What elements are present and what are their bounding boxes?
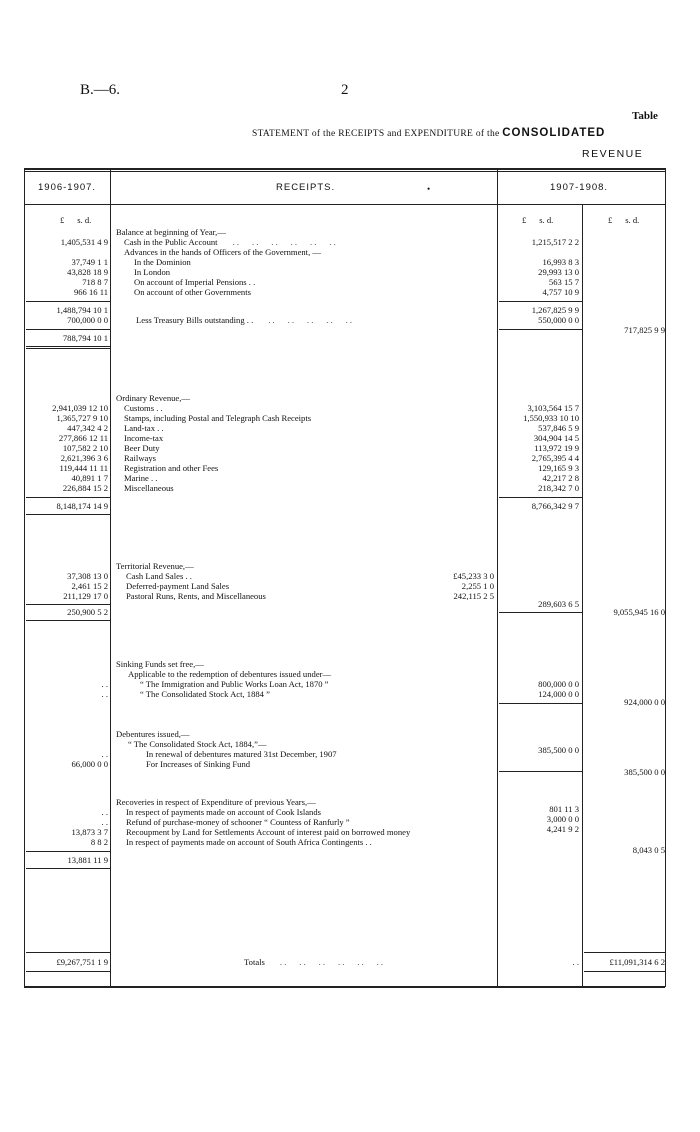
debentures-item-cur: 385,500 0 0 — [538, 745, 579, 755]
ordinary-item-label: Income-tax — [124, 433, 164, 443]
frame-divider-1 — [110, 168, 111, 987]
frame-right — [665, 168, 666, 987]
ordinary-item-cur: 3,103,564 15 7 — [527, 403, 579, 413]
ordinary-item-prev: 226,884 15 2 — [62, 483, 108, 493]
totals-double-rule-left — [26, 971, 110, 972]
recoveries-rule-left — [26, 851, 110, 852]
territorial-item-prev: 2,461 15 2 — [71, 581, 108, 591]
territorial-heading: Territorial Revenue,— — [116, 561, 194, 571]
header-1907-1908: 1907-1908. — [550, 182, 609, 193]
ordinary-item-prev: 40,891 1 7 — [71, 473, 108, 483]
territorial-total-prev: 250,900 5 2 — [67, 607, 108, 617]
ordinary-item-prev: 447,342 4 2 — [67, 423, 108, 433]
totals-label: Totals . . . . . . . . . . . . — [244, 957, 384, 967]
ordinary-item-label: Registration and other Fees — [124, 463, 219, 473]
sinking-item-prev: . . — [101, 689, 108, 699]
subtotal-rule-left — [26, 301, 110, 302]
ordinary-item-cur: 42,217 2 8 — [542, 473, 579, 483]
recoveries-item-prev: . . — [101, 807, 108, 817]
header-dot: • — [427, 184, 431, 194]
ordinary-item-cur: 218,342 7 0 — [538, 483, 579, 493]
ordinary-item-prev: 2,621,396 3 6 — [60, 453, 108, 463]
ordinary-item-cur: 537,846 5 9 — [538, 423, 579, 433]
ordinary-item-prev: 277,866 12 11 — [58, 433, 108, 443]
ordinary-item-label: Land-tax . . — [124, 423, 164, 433]
recoveries-item-cur: 4,241 9 2 — [546, 824, 579, 834]
balance-subtotal-prev: 1,488,794 10 1 — [56, 305, 108, 315]
balance-net-cur: 717,825 9 9 — [624, 325, 665, 335]
currency-right: £ s. d. — [608, 215, 640, 225]
ordinary-item-label: Beer Duty — [124, 443, 160, 453]
balance-heading: Balance at beginning of Year,— — [116, 227, 226, 237]
recoveries-item-prev: 13,873 3 7 — [71, 827, 108, 837]
statement-title — [252, 127, 605, 139]
frame-top-rule — [24, 168, 665, 170]
advances-heading: Advances in the hands of Officers of the Government, — — [124, 247, 321, 257]
totals-prev: £9,267,751 1 9 — [56, 957, 108, 967]
header-receipts: RECEIPTS. — [276, 182, 336, 193]
ordinary-item-cur: 113,972 19 9 — [534, 443, 579, 453]
debentures-heading: Debentures issued,— — [116, 729, 190, 739]
advance-label: In London — [134, 267, 171, 277]
advance-cur: 16,993 8 3 — [542, 257, 579, 267]
title-prefix: STATEMENT of the RECEIPTS and EXPENDITURE of the — [252, 129, 500, 139]
ordinary-rule-middle — [499, 497, 582, 498]
territorial-item-inner: £45,233 3 0 — [453, 571, 494, 581]
recoveries-total: 8,043 0 5 — [632, 845, 665, 855]
currency-left: £ s. d. — [60, 215, 92, 225]
debentures-item-prev: 66,000 0 0 — [71, 759, 108, 769]
header-1906-1907: 1906-1907. — [38, 182, 97, 193]
ordinary-total-rule — [26, 514, 110, 515]
frame-top-rule-2 — [24, 171, 665, 172]
recoveries-item-cur: 801 11 3 — [549, 804, 579, 814]
recoveries-item-prev: . . — [101, 817, 108, 827]
advance-cur: 563 15 7 — [548, 277, 579, 287]
debentures-sub: “ The Consolidated Stock Act, 1884,”— — [128, 739, 267, 749]
ordinary-item-label: Customs . . — [124, 403, 163, 413]
sinking-item-label: “ The Immigration and Public Works Loan Act, 1870 ” — [140, 679, 329, 689]
recoveries-total-rule — [26, 868, 110, 869]
table-label: Table — [632, 110, 658, 122]
sinking-item-label: “ The Consolidated Stock Act, 1884 ” — [140, 689, 270, 699]
sinking-item-cur: 800,000 0 0 — [538, 679, 579, 689]
recoveries-item-prev: 8 8 2 — [90, 837, 108, 847]
frame-left — [24, 168, 25, 987]
territorial-item-label: Deferred-payment Land Sales — [126, 581, 230, 591]
recoveries-item-label: Recoupment by Land for Settlements Account of interest paid on borrowed money — [126, 827, 411, 837]
title-bold: CONSOLIDATED — [502, 127, 606, 139]
subtotal-rule-middle — [499, 301, 582, 302]
sinking-sub: Applicable to the redemption of debentures issued under— — [128, 669, 332, 679]
territorial-item-label: Cash Land Sales . . — [126, 571, 192, 581]
territorial-item-prev: 211,129 17 0 — [63, 591, 108, 601]
advance-label: In the Dominion — [134, 257, 191, 267]
page-number: 2 — [341, 82, 349, 98]
ordinary-item-label: Miscellaneous — [124, 483, 174, 493]
totals-rule-left — [26, 952, 110, 953]
ordinary-item-cur: 304,904 14 5 — [533, 433, 579, 443]
page-reference: B.—6. — [80, 82, 121, 98]
title-revenue: REVENUE — [582, 148, 644, 160]
currency-middle: £ s. d. — [522, 215, 554, 225]
ordinary-item-cur: 1,550,933 10 10 — [523, 413, 579, 423]
ordinary-item-label: Railways — [124, 453, 156, 463]
territorial-total-rule — [26, 620, 110, 621]
advance-cur: 29,993 13 0 — [538, 267, 579, 277]
sinking-total: 924,000 0 0 — [624, 697, 665, 707]
territorial-total-cur: 289,603 6 5 — [538, 599, 579, 609]
balance-cash-cur: 1,215,517 2 2 — [531, 237, 579, 247]
debentures-rule-middle — [499, 771, 582, 772]
totals-double-rule-right — [584, 971, 665, 972]
totals-cur: £11,091,314 6 2 — [609, 957, 665, 967]
ordinary-item-cur: 129,165 9 3 — [538, 463, 579, 473]
ordinary-item-prev: 119,444 11 11 — [59, 463, 108, 473]
debentures-item-label: In renewal of debentures matured 31st December, 1907 — [146, 749, 337, 759]
net-rule-middle — [499, 329, 582, 330]
recoveries-heading: Recoveries in respect of Expenditure of previous Years,— — [116, 797, 316, 807]
territorial-item-inner: 2,255 1 0 — [461, 581, 494, 591]
less-treasury-label: Less Treasury Bills outstanding . . . . . . . . . . . . — [136, 315, 353, 325]
advance-label: On account of Imperial Pensions . . — [134, 277, 256, 287]
ordinary-item-label: Marine . . — [124, 473, 158, 483]
ordinary-total-cur: 8,766,342 9 7 — [531, 501, 579, 511]
advance-cur: 4,757 10 9 — [542, 287, 579, 297]
less-treasury-cur: 550,000 0 0 — [538, 315, 579, 325]
less-treasury-prev: 700,000 0 0 — [67, 315, 108, 325]
territorial-item-inner: 242,115 2 5 — [453, 591, 494, 601]
ordinary-item-prev: 2,941,039 12 10 — [52, 403, 108, 413]
frame-divider-3 — [582, 205, 583, 987]
debentures-item-label: For Increases of Sinking Fund — [146, 759, 251, 769]
header-bottom-rule — [24, 204, 665, 205]
net-double-rule — [26, 346, 110, 347]
sinking-item-cur: 124,000 0 0 — [538, 689, 579, 699]
advance-prev: 966 16 11 — [73, 287, 108, 297]
sinking-rule-middle — [499, 703, 582, 704]
totals-rule-right — [584, 952, 665, 953]
net-double-rule-2 — [26, 348, 110, 349]
debentures-item-prev: . . — [101, 749, 108, 759]
ordinary-total-prev: 8,148,174 14 9 — [56, 501, 108, 511]
recoveries-item-label: Refund of purchase-money of schooner “ Countess of Ranfurly ” — [126, 817, 350, 827]
ordinary-item-prev: 107,582 2 10 — [62, 443, 108, 453]
revenue-grand-total: 9,055,945 16 0 — [613, 607, 665, 617]
territorial-item-prev: 37,308 13 0 — [67, 571, 108, 581]
balance-net-prev: 788,794 10 1 — [62, 333, 108, 343]
sinking-heading: Sinking Funds set free,— — [116, 659, 204, 669]
recoveries-item-label: In respect of payments made on account of Cook Islands — [126, 807, 321, 817]
frame-bottom-rule — [24, 986, 665, 988]
recoveries-total-prev: 13,881 11 9 — [67, 855, 108, 865]
balance-subtotal-cur: 1,267,825 9 9 — [531, 305, 579, 315]
advance-prev: 37,749 1 1 — [71, 257, 108, 267]
balance-cash-prev: 1,405,531 4 9 — [60, 237, 108, 247]
advance-prev: 718 8 7 — [82, 277, 108, 287]
ordinary-heading: Ordinary Revenue,— — [116, 393, 190, 403]
recoveries-item-cur: 3,000 0 0 — [546, 814, 579, 824]
ordinary-item-prev: 1,365,727 9 10 — [56, 413, 108, 423]
recoveries-item-label: In respect of payments made on account of South Africa Contingents . . — [126, 837, 372, 847]
totals-middle: . . — [572, 957, 579, 967]
territorial-rule-middle — [499, 612, 582, 613]
sinking-item-prev: . . — [101, 679, 108, 689]
advance-label: On account of other Governments — [134, 287, 251, 297]
advance-prev: 43,828 18 9 — [67, 267, 108, 277]
ordinary-item-cur: 2,765,395 4 4 — [531, 453, 579, 463]
ordinary-item-label: Stamps, including Postal and Telegraph Cash Receipts — [124, 413, 312, 423]
ordinary-rule-left — [26, 497, 110, 498]
net-rule-left — [26, 329, 110, 330]
territorial-item-label: Pastoral Runs, Rents, and Miscellaneous — [126, 591, 266, 601]
debentures-total: 385,500 0 0 — [624, 767, 665, 777]
territorial-rule-left — [26, 604, 110, 605]
balance-cash-label: Cash in the Public Account . . . . . . . . . . . . — [124, 237, 336, 247]
